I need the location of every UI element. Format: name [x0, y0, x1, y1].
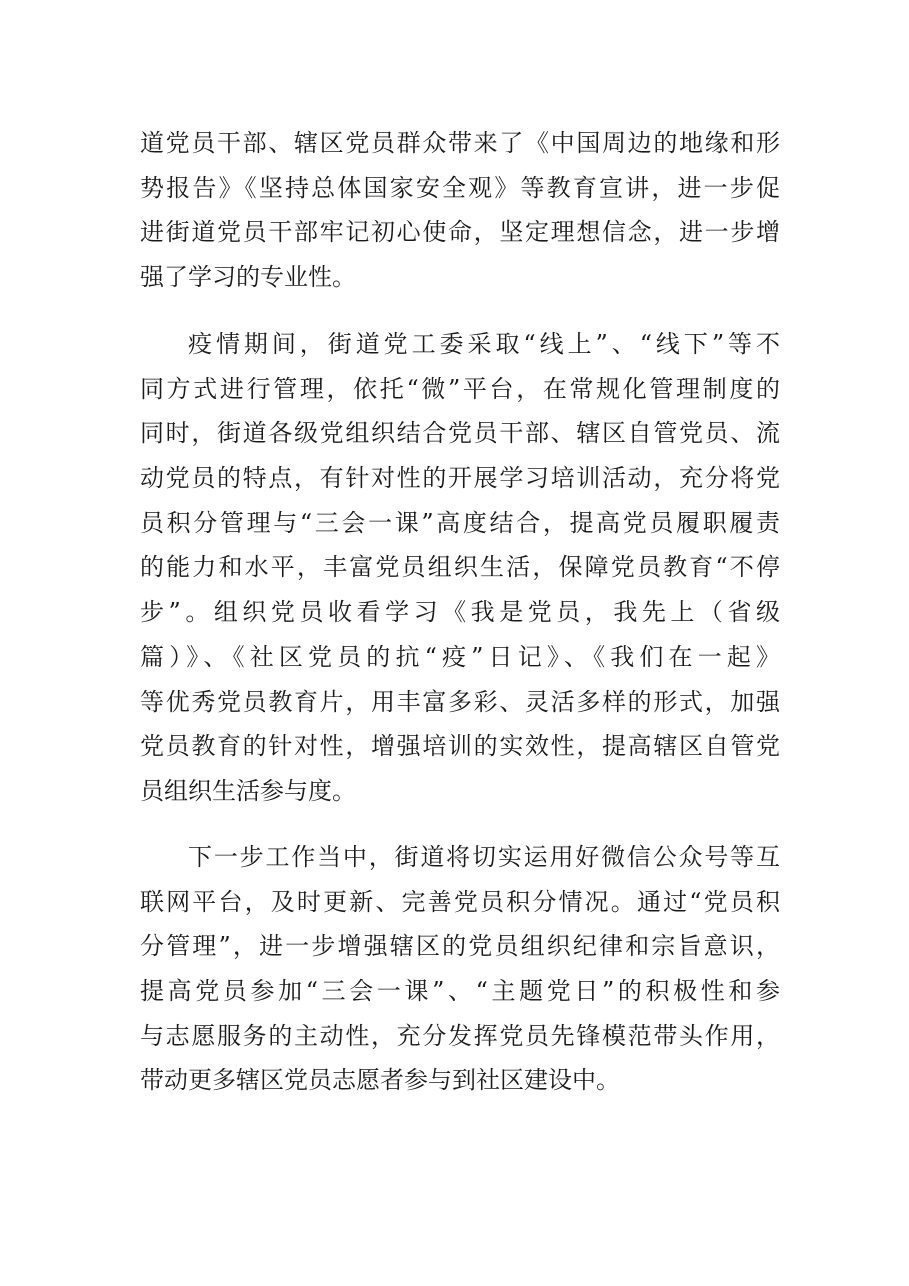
paragraph-2-line-10: 党员教育的针对性，增强培训的实效性，提高辖区自管党: [140, 732, 780, 761]
paragraph-3-line-1: 下一步工作当中，街道将切实运用好微信公众号等互: [188, 843, 780, 871]
paragraph-3-line-3: 分管理”，进一步增强辖区的党员组织纪律和宗旨意识，: [140, 932, 780, 961]
paragraph-2-line-6: 的能力和水平，丰富党员组织生活，保障党员教育“不停: [140, 553, 780, 582]
paragraph-2-line-7: 步”。组织党员收看学习《我是党员，我先上（省级: [140, 598, 780, 627]
paragraph-3-line-5: 与志愿服务的主动性，充分发挥党员先锋模范带头作用，: [140, 1021, 780, 1050]
paragraph-2: [140, 322, 780, 814]
paragraph-2-line-5: 员积分管理与“三会一课”高度结合，提高党员履职履责: [140, 508, 780, 537]
paragraph-2-line-1: 疫情期间，街道党工委采取“线上”、“线下”等不: [188, 330, 780, 358]
paragraph-3-line-6: 带动更多辖区党员志愿者参与到社区建设中。: [140, 1066, 620, 1095]
paragraph-3: [140, 835, 780, 1103]
paragraph-3-line-2: 联网平台，及时更新、完善党员积分情况。通过“党员积: [140, 887, 780, 916]
paragraph-2-line-4: 动党员的特点，有针对性的开展学习培训活动，充分将党: [140, 464, 780, 493]
paragraph-3-line-4: 提高党员参加“三会一课”、“主题党日”的积极性和参: [140, 977, 780, 1006]
paragraph-2-line-11: 员组织生活参与度。: [140, 776, 356, 805]
paragraph-1-line-2: 势报告》《坚持总体国家安全观》等教育宣讲，进一步促: [140, 173, 780, 202]
paragraph-1-line-3: 进街道党员干部牢记初心使命，坚定理想信念，进一步增: [140, 218, 780, 247]
paragraph-2-line-3: 同时，街道各级党组织结合党员干部、辖区自管党员、流: [140, 419, 780, 448]
paragraph-1-line-4: 强了学习的专业性。: [140, 263, 356, 292]
paragraph-2-line-8: 篇）》、《社区党员的抗“疫”日记》、《我们在一起》: [140, 642, 780, 671]
paragraph-2-line-2: 同方式进行管理，依托“微”平台，在常规化管理制度的: [140, 374, 780, 403]
paragraph-1-line-1: 道党员干部、辖区党员群众带来了《中国周边的地缘和形: [140, 129, 780, 157]
paragraph-2-line-9: 等优秀党员教育片，用丰富多彩、灵活多样的形式，加强: [140, 687, 780, 716]
paragraph-1: [140, 121, 780, 300]
